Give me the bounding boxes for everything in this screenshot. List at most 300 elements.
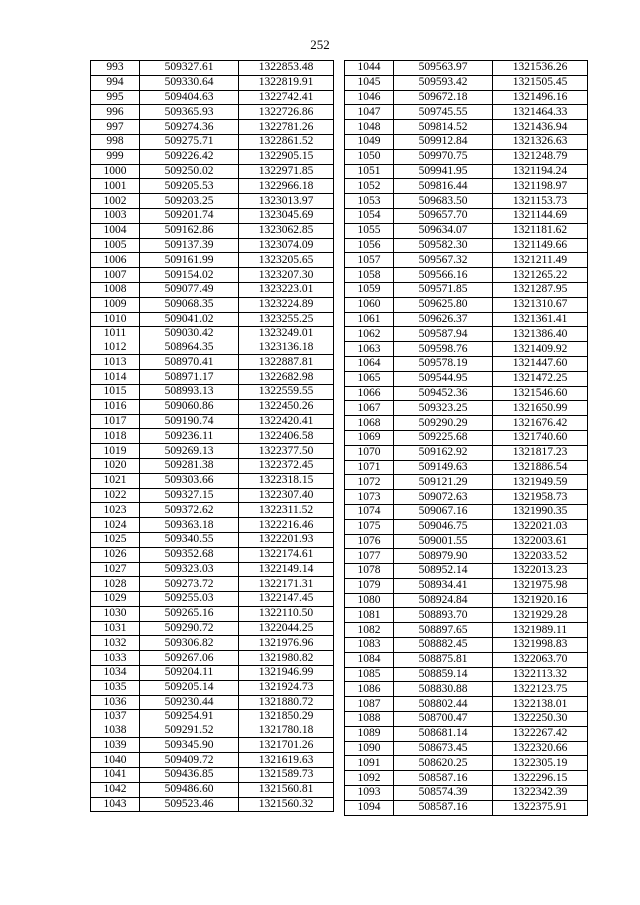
y-coordinate-cell: 1321472.25 [493,371,588,386]
x-coordinate-cell: 509486.60 [140,782,239,797]
y-coordinate-cell: 1321194.24 [493,164,588,179]
y-coordinate-cell: 1321496.16 [493,90,588,105]
point-number-cell: 1003 [91,208,140,223]
y-coordinate-cell: 1322147.45 [239,592,334,607]
table-row [91,797,334,812]
x-coordinate-cell: 509154.02 [140,268,239,283]
cell-line: 509291.52 [164,723,214,736]
x-coordinate-cell: 509912.84 [394,134,493,149]
y-coordinate-cell: 1321409.92 [493,342,588,357]
point-number-cell: 996 [91,105,140,120]
table-row [91,651,334,666]
table-row [91,503,334,518]
point-number-cell: 1029 [91,592,140,607]
table-row [345,638,588,653]
y-coordinate-cell: 1322044.25 [239,621,334,636]
x-coordinate-cell: 509281.38 [140,458,239,473]
table-row [91,592,334,607]
x-coordinate-cell: 509523.46 [140,797,239,812]
x-coordinate-cell: 509162.86 [140,223,239,238]
y-coordinate-cell: 1321326.63 [493,134,588,149]
y-coordinate-cell: 1323224.89 [239,297,334,312]
point-number-cell: 1081 [345,608,394,623]
point-number-cell: 1092 [345,771,394,786]
x-coordinate-cell: 509225.68 [394,430,493,445]
x-coordinate-cell: 509340.55 [140,532,239,547]
y-coordinate-cell: 1323205.65 [239,253,334,268]
x-coordinate-cell: 509204.11 [140,666,239,681]
y-coordinate-cell: 1322406.58 [239,429,334,444]
x-coordinate-cell: 509001.55 [394,534,493,549]
table-row [345,593,588,608]
point-number-cell: 1069 [345,430,394,445]
table-row [91,444,334,459]
point-number-cell: 1072 [345,475,394,490]
point-number-cell: 993 [91,61,140,76]
point-number-cell: 1039 [91,738,140,753]
x-coordinate-cell: 509330.64 [140,75,239,90]
table-row [345,578,588,593]
y-coordinate-cell: 1321880.72 [239,695,334,710]
y-coordinate-cell: 1321589.73 [239,768,334,783]
y-coordinate-cell: 1323223.01 [239,282,334,297]
x-coordinate-cell: 509745.55 [394,105,493,120]
table-body [91,61,334,812]
y-coordinate-cell: 1321436.94 [493,120,588,135]
table-row [345,519,588,534]
x-coordinate-cell: 509290.72 [140,621,239,636]
y-coordinate-cell: 1321560.32 [239,797,334,812]
y-coordinate-cell: 1321560.81 [239,782,334,797]
y-coordinate-cell: 1322307.40 [239,488,334,503]
point-number-cell: 1065 [345,371,394,386]
cell-line: 1323136.18 [258,340,314,353]
table-row [91,238,334,253]
y-coordinate-cell: 1321287.95 [493,282,588,297]
y-coordinate-cell: 1322063.70 [493,652,588,667]
point-number-cell: 994 [91,75,140,90]
y-coordinate-cell: 1321976.96 [239,636,334,651]
y-coordinate-cell: 1322149.14 [239,562,334,577]
y-coordinate-cell: 1321886.54 [493,460,588,475]
y-coordinate-cell: 1322311.52 [239,503,334,518]
x-coordinate-cell: 508934.41 [394,578,493,593]
y-coordinate-cell: 1321946.99 [239,666,334,681]
table-row [345,268,588,283]
point-number-cell: 1090 [345,741,394,756]
point-number-cell: 1078 [345,564,394,579]
x-coordinate-cell: 509634.07 [394,223,493,238]
x-coordinate-cell: 508802.44 [394,697,493,712]
table-row [91,488,334,503]
y-coordinate-cell: 1322781.26 [239,120,334,135]
x-coordinate-cell: 509290.29 [394,416,493,431]
x-coordinate-cell: 509323.25 [394,401,493,416]
y-coordinate-cell: 1321153.73 [493,194,588,209]
y-coordinate-cell: 1321361.41 [493,312,588,327]
y-coordinate-cell: 1322013.23 [493,564,588,579]
cell-line: 1012 [103,340,127,353]
table-row [345,401,588,416]
x-coordinate-cell: 508924.84 [394,593,493,608]
table-row [345,564,588,579]
y-coordinate-cell: 1322861.52 [239,134,334,149]
cell-line: 508964.35 [164,340,214,353]
table-row [91,297,334,312]
point-number-cell [91,327,140,355]
y-coordinate-cell: 1322033.52 [493,549,588,564]
y-coordinate-cell: 1322726.86 [239,105,334,120]
point-number-cell: 1020 [91,458,140,473]
table-row [91,399,334,414]
table-row [91,282,334,297]
table-row [345,623,588,638]
point-number-cell: 1058 [345,268,394,283]
x-coordinate-cell: 509137.39 [140,238,239,253]
y-coordinate-cell: 1321980.82 [239,651,334,666]
x-coordinate-cell: 509273.72 [140,577,239,592]
point-number-cell: 1073 [345,490,394,505]
x-coordinate-cell: 509587.94 [394,327,493,342]
point-number-cell: 1004 [91,223,140,238]
table-row [91,327,334,355]
point-number-cell: 1059 [345,282,394,297]
x-coordinate-cell: 509303.66 [140,473,239,488]
table-row [345,149,588,164]
x-coordinate-cell: 509404.63 [140,90,239,105]
point-number-cell: 1016 [91,399,140,414]
point-number-cell: 1088 [345,712,394,727]
x-coordinate-cell: 509162.92 [394,445,493,460]
x-coordinate-cell: 509941.95 [394,164,493,179]
point-number-cell: 1077 [345,549,394,564]
x-coordinate-cell: 509274.36 [140,120,239,135]
x-coordinate-cell: 509593.42 [394,75,493,90]
cell-line: 1321850.29 [258,710,314,723]
table-row [345,223,588,238]
y-coordinate-cell: 1322216.46 [239,518,334,533]
y-coordinate-cell: 1322296.15 [493,771,588,786]
x-coordinate-cell: 508970.41 [140,355,239,370]
table-row [345,608,588,623]
x-coordinate-cell: 509657.70 [394,208,493,223]
table-row [345,475,588,490]
table-row [91,164,334,179]
table-row [345,741,588,756]
table-row [345,371,588,386]
x-coordinate-cell: 509041.02 [140,312,239,327]
table-row [345,416,588,431]
y-coordinate-cell: 1321181.62 [493,223,588,238]
x-coordinate-cell [140,710,239,738]
y-coordinate-cell: 1321924.73 [239,680,334,695]
y-coordinate-cell: 1322267.42 [493,726,588,741]
point-number-cell: 1051 [345,164,394,179]
y-coordinate-cell: 1322853.48 [239,61,334,76]
y-coordinate-cell: 1323045.69 [239,208,334,223]
table-row [91,253,334,268]
table-row [345,771,588,786]
x-coordinate-cell: 509265.16 [140,606,239,621]
table-row [345,194,588,209]
y-coordinate-cell: 1322377.50 [239,444,334,459]
y-coordinate-cell: 1322887.81 [239,355,334,370]
point-number-cell: 1049 [345,134,394,149]
table-row [91,710,334,738]
x-coordinate-cell: 509149.63 [394,460,493,475]
y-coordinate-cell: 1322559.55 [239,384,334,399]
x-coordinate-cell: 508587.16 [394,771,493,786]
y-coordinate-cell: 1322250.30 [493,712,588,727]
y-coordinate-cell: 1321149.66 [493,238,588,253]
point-number-cell: 1055 [345,223,394,238]
y-coordinate-cell: 1321989.11 [493,623,588,638]
y-coordinate-cell: 1321546.60 [493,386,588,401]
table-row [91,370,334,385]
point-number-cell: 1083 [345,638,394,653]
point-number-cell: 1007 [91,268,140,283]
table-row [91,753,334,768]
point-number-cell: 1040 [91,753,140,768]
table-row [345,282,588,297]
y-coordinate-cell: 1321211.49 [493,253,588,268]
x-coordinate-cell: 509352.68 [140,547,239,562]
point-number-cell: 1070 [345,445,394,460]
table-row [345,756,588,771]
y-coordinate-cell: 1321920.16 [493,593,588,608]
x-coordinate-cell: 509436.85 [140,768,239,783]
point-number-cell: 1075 [345,519,394,534]
y-coordinate-cell: 1322375.91 [493,800,588,815]
point-number-cell: 1052 [345,179,394,194]
point-number-cell: 1053 [345,194,394,209]
coordinates-table-right [344,60,588,816]
y-coordinate-cell: 1322342.39 [493,786,588,801]
table-row [91,738,334,753]
y-coordinate-cell: 1321265.22 [493,268,588,283]
cell-line: 1038 [103,723,127,736]
x-coordinate-cell: 508893.70 [394,608,493,623]
point-number-cell: 1033 [91,651,140,666]
table-row [345,356,588,371]
table-row [345,682,588,697]
point-number-cell: 1079 [345,578,394,593]
point-number-cell: 1091 [345,756,394,771]
table-row [91,90,334,105]
point-number-cell: 1056 [345,238,394,253]
x-coordinate-cell: 509269.13 [140,444,239,459]
table-row [91,75,334,90]
point-number-cell: 1093 [345,786,394,801]
x-coordinate-cell: 508620.25 [394,756,493,771]
table-row [91,312,334,327]
y-coordinate-cell: 1321536.26 [493,61,588,76]
y-coordinate-cell: 1322819.91 [239,75,334,90]
table-row [345,120,588,135]
y-coordinate-cell: 1321676.42 [493,416,588,431]
table-row [345,652,588,667]
point-number-cell: 999 [91,149,140,164]
table-row [345,297,588,312]
point-number-cell: 1001 [91,179,140,194]
x-coordinate-cell: 508952.14 [394,564,493,579]
point-number-cell: 1022 [91,488,140,503]
point-number-cell: 1017 [91,414,140,429]
table-body [345,61,588,816]
table-row [91,120,334,135]
table-row [91,414,334,429]
point-number-cell: 1045 [345,75,394,90]
y-coordinate-cell: 1321740.60 [493,430,588,445]
point-number-cell: 1047 [345,105,394,120]
point-number-cell: 995 [91,90,140,105]
x-coordinate-cell: 508875.81 [394,652,493,667]
x-coordinate-cell: 508993.13 [140,384,239,399]
y-coordinate-cell: 1322110.50 [239,606,334,621]
x-coordinate-cell: 509345.90 [140,738,239,753]
point-number-cell: 1057 [345,253,394,268]
point-number-cell: 1084 [345,652,394,667]
x-coordinate-cell: 508574.39 [394,786,493,801]
table-row [345,164,588,179]
table-row [345,253,588,268]
point-number-cell: 1034 [91,666,140,681]
table-row [345,800,588,815]
y-coordinate-cell: 1321817.23 [493,445,588,460]
table-row [91,105,334,120]
y-coordinate-cell: 1322318.15 [239,473,334,488]
page-number: 252 [310,37,330,52]
point-number-cell: 1068 [345,416,394,431]
x-coordinate-cell: 509566.16 [394,268,493,283]
x-coordinate-cell: 509267.06 [140,651,239,666]
table-row [91,518,334,533]
x-coordinate-cell: 508673.45 [394,741,493,756]
x-coordinate-cell: 509072.63 [394,490,493,505]
x-coordinate-cell: 509816.44 [394,179,493,194]
cell-line: 1323249.01 [258,327,314,340]
y-coordinate-cell: 1321990.35 [493,504,588,519]
table-row [345,75,588,90]
x-coordinate-cell: 509327.15 [140,488,239,503]
point-number-cell: 1015 [91,384,140,399]
table-row [345,726,588,741]
table-row [345,90,588,105]
y-coordinate-cell: 1321310.67 [493,297,588,312]
table-row [91,768,334,783]
y-coordinate-cell: 1321958.73 [493,490,588,505]
y-coordinate-cell: 1322320.66 [493,741,588,756]
x-coordinate-cell: 509323.03 [140,562,239,577]
table-row [345,712,588,727]
x-coordinate-cell: 508859.14 [394,667,493,682]
x-coordinate-cell: 509409.72 [140,753,239,768]
x-coordinate-cell: 509544.95 [394,371,493,386]
x-coordinate-cell: 509563.97 [394,61,493,76]
x-coordinate-cell: 508897.65 [394,623,493,638]
y-coordinate-cell: 1321929.28 [493,608,588,623]
x-coordinate-cell: 508830.88 [394,682,493,697]
table-row [91,473,334,488]
point-number-cell: 1009 [91,297,140,312]
x-coordinate-cell: 509077.49 [140,282,239,297]
x-coordinate-cell: 508882.45 [394,638,493,653]
y-coordinate-cell: 1321949.59 [493,475,588,490]
x-coordinate-cell: 509236.11 [140,429,239,444]
point-number-cell: 1026 [91,547,140,562]
table-row [91,547,334,562]
y-coordinate-cell: 1322966.18 [239,179,334,194]
x-coordinate-cell: 509571.85 [394,282,493,297]
cell-line: 509030.42 [164,327,214,340]
x-coordinate-cell: 509205.53 [140,179,239,194]
cell-line: 1037 [103,710,127,723]
point-number-cell: 1074 [345,504,394,519]
y-coordinate-cell: 1322021.03 [493,519,588,534]
table-row [91,532,334,547]
table-row [345,430,588,445]
table-row [91,606,334,621]
point-number-cell: 1080 [345,593,394,608]
point-number-cell: 1061 [345,312,394,327]
table-row [345,238,588,253]
table-row [345,208,588,223]
y-coordinate-cell: 1322113.32 [493,667,588,682]
table-row [345,386,588,401]
table-row [345,667,588,682]
point-number-cell: 1036 [91,695,140,710]
point-number-cell: 1089 [345,726,394,741]
point-number-cell: 1060 [345,297,394,312]
point-number-cell: 1064 [345,356,394,371]
point-number-cell: 1030 [91,606,140,621]
point-number-cell: 1028 [91,577,140,592]
point-number-cell [91,710,140,738]
table-row [91,61,334,76]
y-coordinate-cell: 1321505.45 [493,75,588,90]
point-number-cell: 1021 [91,473,140,488]
point-number-cell: 1032 [91,636,140,651]
x-coordinate-cell [140,327,239,355]
y-coordinate-cell: 1322742.41 [239,90,334,105]
x-coordinate-cell: 509578.19 [394,356,493,371]
y-coordinate-cell: 1321464.33 [493,105,588,120]
y-coordinate-cell: 1322174.61 [239,547,334,562]
y-coordinate-cell: 1321386.40 [493,327,588,342]
point-number-cell: 1019 [91,444,140,459]
x-coordinate-cell: 509230.44 [140,695,239,710]
x-coordinate-cell: 509567.32 [394,253,493,268]
y-coordinate-cell: 1323255.25 [239,312,334,327]
x-coordinate-cell: 509626.37 [394,312,493,327]
y-coordinate-cell: 1321650.99 [493,401,588,416]
y-coordinate-cell: 1321975.98 [493,578,588,593]
y-coordinate-cell: 1321198.97 [493,179,588,194]
x-coordinate-cell: 508587.16 [394,800,493,815]
y-coordinate-cell: 1322420.41 [239,414,334,429]
point-number-cell: 1048 [345,120,394,135]
point-number-cell: 1035 [91,680,140,695]
table-row [345,490,588,505]
table-row [91,782,334,797]
point-number-cell: 1087 [345,697,394,712]
x-coordinate-cell: 509372.62 [140,503,239,518]
table-row [345,697,588,712]
table-row [91,695,334,710]
point-number-cell: 1005 [91,238,140,253]
table-row [91,636,334,651]
x-coordinate-cell: 509452.36 [394,386,493,401]
